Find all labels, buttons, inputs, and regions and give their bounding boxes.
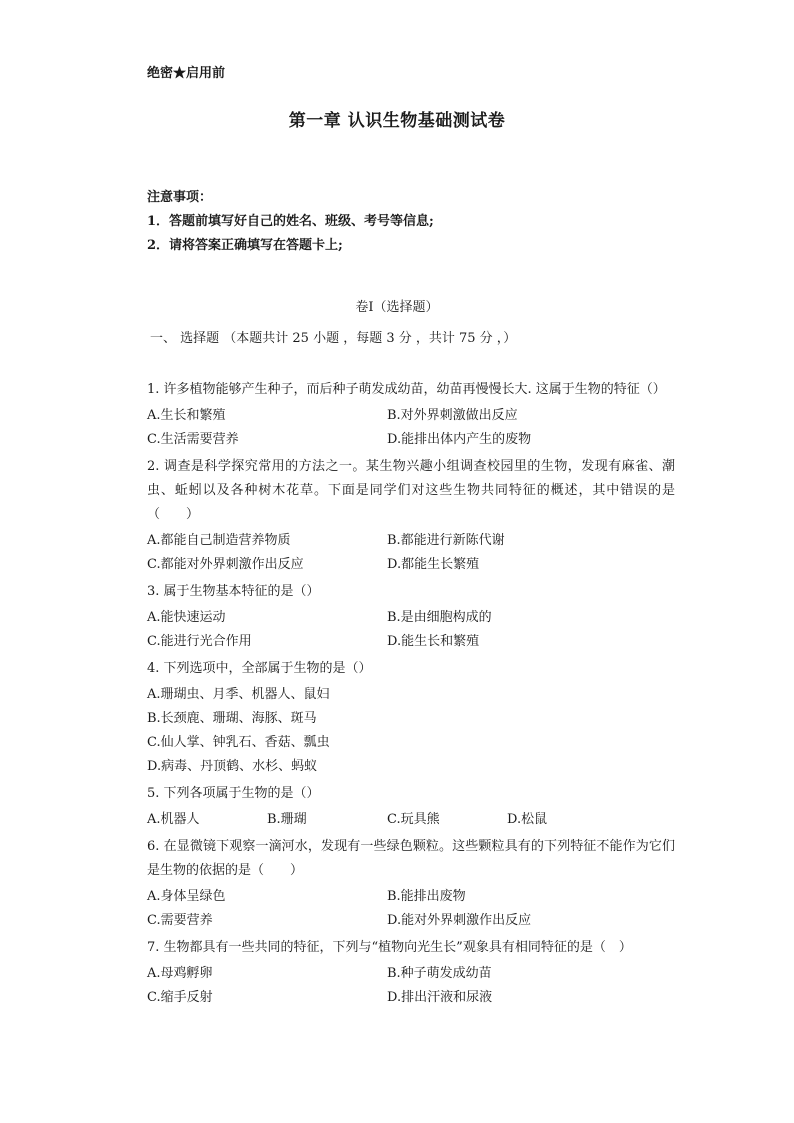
option-c: C.生活需要营养: [147, 432, 239, 447]
option-a: A.母鸡孵卵: [147, 966, 213, 981]
notice-item: 2．请将答案正确填写在答题卡上;: [147, 238, 343, 253]
section-title: 卷I（选择题）: [355, 300, 439, 315]
option-b: B.对外界刺激做出反应: [387, 408, 518, 423]
question-5: [147, 782, 675, 832]
notice-item: 1．答题前填写好自己的姓名、班级、考号等信息;: [147, 214, 434, 229]
option-b: B.种子萌发成幼苗: [387, 966, 492, 981]
question-stem: 2. 调查是科学探究常用的方法之一。某生物兴趣小组调查校园里的生物，发现有麻雀、潮虫、蚯蚓以及各种树木花草。下面是同学们对这些生物共同特征的概述，其中错误的是（ ）: [147, 459, 675, 522]
option-c: C.都能对外界刺激作出反应: [147, 557, 304, 572]
option-a: A.机器人: [147, 812, 200, 827]
option-b: B.珊瑚: [267, 812, 307, 827]
question-stem: 3. 属于生物基本特征的是（）: [147, 584, 320, 599]
notice-block: [147, 186, 434, 258]
page-title: 第一章 认识生物基础测试卷: [288, 111, 506, 131]
question-stem: 6. 在显微镜下观察一滴河水，发现有一些绿色颗粒。这些颗粒具有的下列特征不能作为它们是生物的依据的是（ ）: [147, 839, 675, 878]
option-c: C.玩具熊: [387, 812, 440, 827]
option-c: C.仙人掌、钟乳石、香菇、瓢虫: [147, 735, 330, 750]
notice-heading: 注意事项：: [147, 190, 213, 205]
option-a: A.能快速运动: [147, 610, 226, 625]
option-b: B.都能进行新陈代谢: [387, 533, 505, 548]
option-c: C.需要营养: [147, 913, 213, 928]
option-d: D.病毒、丹顶鹤、水杉、蚂蚁: [147, 759, 318, 774]
question-stem: 5. 下列各项属于生物的是（）: [147, 786, 320, 801]
question-7: [147, 936, 675, 1010]
question-stem: 7. 生物都具有一些共同的特征，下列与“植物向光生长”观象具有相同特征的是（ ）: [147, 940, 632, 955]
question-list: [147, 378, 675, 1013]
option-d: D.都能生长繁殖: [387, 557, 480, 572]
option-a: A.身体呈绿色: [147, 889, 226, 904]
option-a: A.珊瑚虫、月季、机器人、鼠妇: [147, 687, 330, 702]
option-d: D.松鼠: [507, 812, 548, 827]
question-stem: 4. 下列选项中，全部属于生物的是（）: [147, 661, 372, 676]
question-2: [147, 455, 675, 577]
question-6: [147, 835, 675, 933]
option-d: D.能对外界刺激作出反应: [387, 913, 532, 928]
option-d: D.能排出体内产生的废物: [387, 432, 532, 447]
question-1: [147, 378, 675, 452]
question-3: [147, 580, 675, 654]
option-a: A.生长和繁殖: [147, 408, 226, 423]
option-d: D.能生长和繁殖: [387, 634, 480, 649]
confidential-label: 绝密★启用前: [147, 66, 226, 81]
option-b: B.长颈鹿、珊瑚、海豚、斑马: [147, 711, 317, 726]
option-b: B.是由细胞构成的: [387, 610, 492, 625]
option-d: D.排出汗液和尿液: [387, 990, 493, 1005]
part-title: 一、 选择题 （本题共计 25 小题 ，每题 3 分 ，共计 75 分 ，）: [150, 331, 517, 346]
option-c: C.能进行光合作用: [147, 634, 252, 649]
question-4: [147, 657, 675, 779]
option-b: B.能排出废物: [387, 889, 466, 904]
option-a: A.都能自己制造营养物质: [147, 533, 291, 548]
question-stem: 1. 许多植物能够产生种子，而后种子萌发成幼苗，幼苗再慢慢长大. 这属于生物的特征（）: [147, 382, 666, 397]
option-c: C.缩手反射: [147, 990, 213, 1005]
